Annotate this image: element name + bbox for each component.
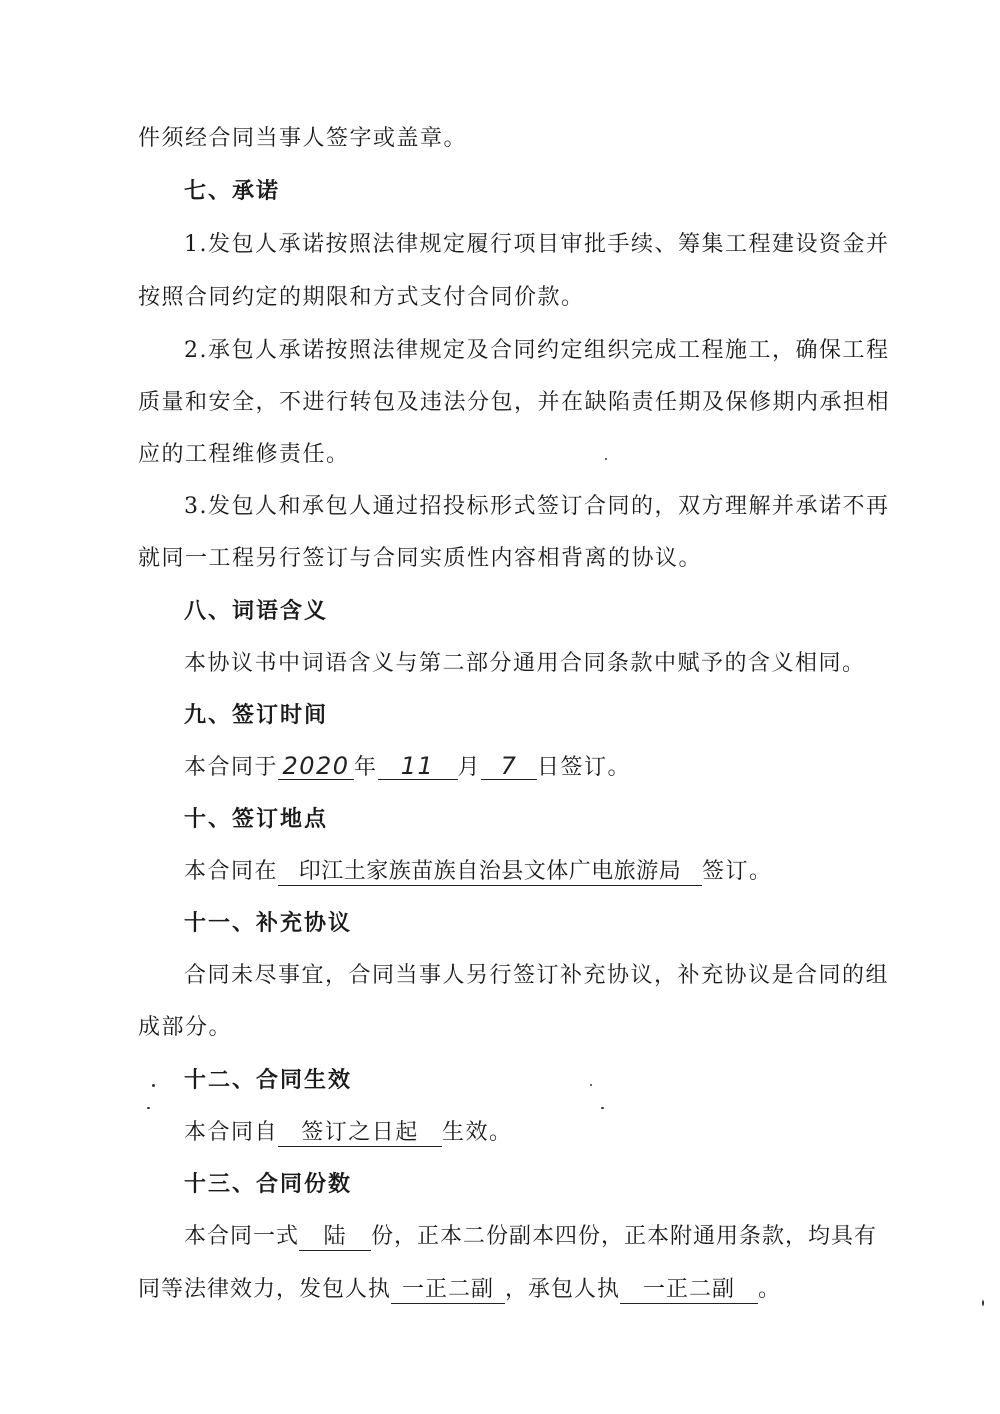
paragraph-continuation: 件须经合同当事人签字或盖章。: [138, 126, 468, 151]
copies-line-2-end: 。: [758, 1277, 782, 1302]
signing-place-prefix: 本合同在: [184, 859, 279, 884]
section-9-heading: 九、签订时间: [184, 703, 329, 728]
copies-line-2-mid: ，承包人执: [505, 1277, 621, 1302]
section-7-item-2-line-1: 2.承包人承诺按照法律规定及合同约定组织完成工程施工，确保工程: [184, 338, 890, 363]
effective-prefix: 本合同自: [184, 1120, 279, 1145]
year-label: 年: [354, 755, 378, 780]
scan-speck: [605, 458, 607, 460]
signing-place-suffix: 签订。: [702, 859, 773, 884]
effective-value: 签订之日起: [278, 1120, 442, 1147]
copies-prefix: 本合同一式: [184, 1224, 300, 1249]
section-7-item-3-line-2: 就同一工程另行签订与合同实质性内容相背离的协议。: [138, 546, 703, 571]
signing-time-line: [184, 753, 631, 783]
section-7-heading: 七、承诺: [184, 179, 281, 204]
copies-line-2-prefix: 同等法律效力，发包人执: [138, 1277, 392, 1302]
copies-line-1: [184, 1222, 877, 1252]
effective-suffix: 生效。: [442, 1120, 513, 1145]
scan-speck: [601, 1107, 604, 1109]
section-13-heading: 十三、合同份数: [184, 1172, 353, 1197]
scan-speck: [590, 1084, 592, 1086]
signing-year: 2020: [278, 753, 354, 780]
scan-speck: [152, 1084, 155, 1087]
section-12-heading: 十二、合同生效: [184, 1068, 353, 1093]
section-10-heading: 十、签订地点: [184, 807, 329, 832]
section-7-item-1-line-1: 1.发包人承诺按照法律规定履行项目审批手续、筹集工程建设资金并: [184, 232, 890, 257]
section-7-item-1-line-2: 按照合同约定的期限和方式支付合同价款。: [138, 285, 585, 310]
signing-month: 11: [378, 753, 458, 780]
signing-place: 印江土家族苗族自治县文体广电旅游局: [278, 859, 702, 886]
section-8-heading: 八、词语含义: [184, 599, 329, 624]
scan-speck: [147, 1107, 150, 1109]
signing-time-prefix: 本合同于: [184, 755, 279, 780]
section-11-line-1: 合同未尽事宜，合同当事人另行签订补充协议，补充协议是合同的组: [184, 963, 890, 988]
section-7-item-2-line-3: 应的工程维修责任。: [138, 442, 350, 467]
signing-place-line: [184, 857, 773, 887]
section-7-item-3-line-1: 3.发包人和承包人通过招投标形式签订合同的，双方理解并承诺不再: [184, 494, 890, 519]
employer-copies: 一正二副: [391, 1277, 505, 1304]
signing-day: 7: [481, 753, 537, 780]
section-11-line-2: 成部分。: [138, 1015, 233, 1040]
section-7-item-2-line-2: 质量和安全，不进行转包及违法分包，并在缺陷责任期及保修期内承担相: [138, 390, 891, 415]
copies-count: 陆: [299, 1224, 371, 1251]
scan-speck: [982, 1300, 984, 1306]
day-label: 日签订。: [537, 755, 632, 780]
month-label: 月: [457, 755, 482, 780]
effective-line: [184, 1118, 513, 1148]
section-8-text: 本协议书中词语含义与第二部分通用合同条款中赋予的含义相同。: [184, 651, 866, 676]
copies-line-2: [138, 1275, 781, 1305]
contractor-copies: 一正二副: [620, 1277, 758, 1304]
copies-suffix: 份，正本二份副本四份，正本附通用条款，均具有: [371, 1224, 878, 1249]
section-11-heading: 十一、补充协议: [184, 911, 353, 936]
